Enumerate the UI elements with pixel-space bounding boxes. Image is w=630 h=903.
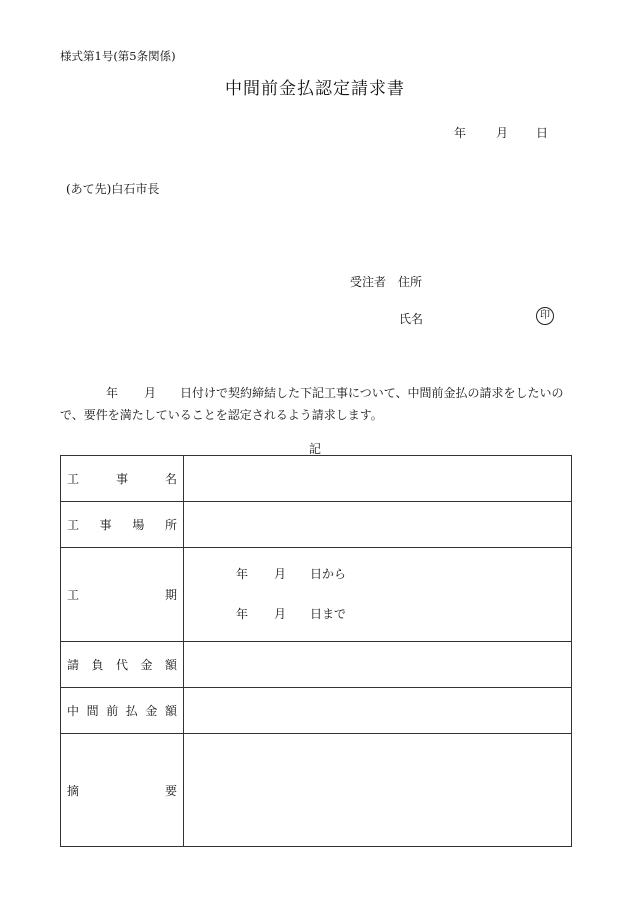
table-row — [61, 456, 572, 502]
table-row — [61, 502, 572, 548]
contractor-address-label: 住所 — [398, 275, 423, 289]
table-row — [61, 642, 572, 688]
request-statement — [60, 382, 575, 426]
date-month-label: 月 — [495, 126, 508, 140]
seal-mark-icon: 印 — [536, 307, 554, 325]
table-row — [61, 548, 572, 642]
date-day-label: 日 — [535, 126, 548, 140]
value-remarks[interactable] — [184, 734, 572, 847]
table-row — [61, 688, 572, 734]
label-contract-amount: 請 負 代 金 額 — [61, 642, 184, 688]
value-construction-name[interactable] — [184, 456, 572, 502]
contractor-name-label: 氏名 — [399, 312, 424, 326]
table-row — [61, 734, 572, 847]
value-construction-site[interactable] — [184, 502, 572, 548]
period-to: 年 月 日まで — [236, 606, 347, 621]
label-construction-period: 工 期 — [61, 548, 184, 642]
addressee: (あて先)白石市長 — [66, 182, 160, 196]
ki-heading: 記 — [308, 442, 321, 456]
details-table — [60, 455, 572, 847]
date-year-label: 年 — [453, 126, 466, 140]
label-remarks: 摘 要 — [61, 734, 184, 847]
contractor-label: 受注者 — [350, 275, 387, 289]
label-construction-site: 工 事 場 所 — [61, 502, 184, 548]
value-construction-period[interactable] — [184, 548, 572, 642]
form-number: 様式第1号(第5条関係) — [60, 49, 176, 63]
value-interim-advance[interactable] — [184, 688, 572, 734]
value-contract-amount[interactable] — [184, 642, 572, 688]
label-construction-name: 工 事 名 — [61, 456, 184, 502]
statement-year: 年 — [106, 386, 119, 400]
statement-text: 日付けで契約締結した下記工事について、中間前金払の請求をしたいので、要件を満たしていることを認定されるよう請求します。 — [60, 386, 564, 422]
statement-month: 月 — [144, 386, 157, 400]
date-header — [454, 124, 548, 141]
document-title: 中間前金払認定請求書 — [225, 79, 405, 99]
label-interim-advance: 中 間 前 払 金 額 — [61, 688, 184, 734]
period-from: 年 月 日から — [236, 566, 347, 581]
